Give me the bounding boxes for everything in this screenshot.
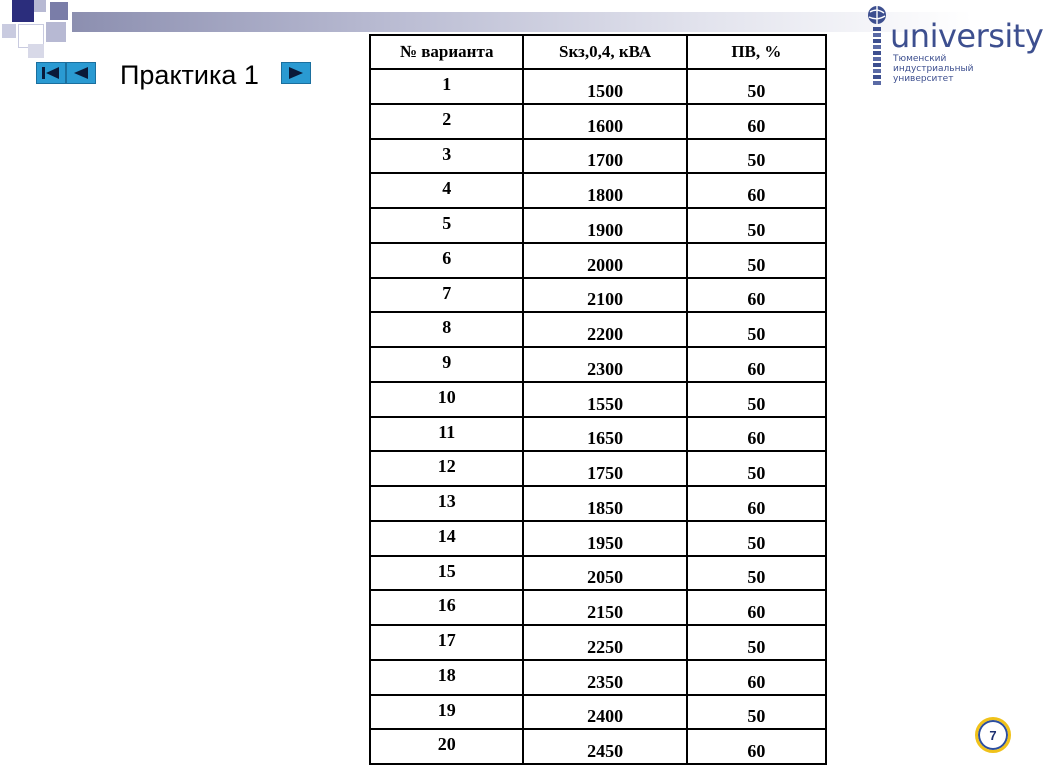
cell-duty-cycle: 60 <box>687 173 826 208</box>
logo-subtitle-line: индустриальный <box>893 64 974 74</box>
cell-variant-number: 19 <box>370 695 523 730</box>
header-duty-cycle: ПВ, % <box>687 35 826 69</box>
logo-subtitle-line: университет <box>893 74 954 84</box>
cell-variant-number: 7 <box>370 278 523 313</box>
table-row <box>370 382 826 417</box>
table-row <box>370 69 826 104</box>
next-slide-button[interactable] <box>281 62 311 84</box>
cell-duty-cycle: 50 <box>687 521 826 556</box>
table-row <box>370 139 826 174</box>
cell-short-circuit-power: 1850 <box>523 486 686 521</box>
cell-duty-cycle: 60 <box>687 590 826 625</box>
table-row <box>370 451 826 486</box>
table-row <box>370 590 826 625</box>
table-row <box>370 729 826 764</box>
cell-short-circuit-power: 1750 <box>523 451 686 486</box>
cell-short-circuit-power: 2100 <box>523 278 686 313</box>
decor-square <box>50 2 68 20</box>
table-row <box>370 173 826 208</box>
cell-short-circuit-power: 2250 <box>523 625 686 660</box>
cell-duty-cycle: 50 <box>687 382 826 417</box>
skip-to-first-icon <box>39 65 63 81</box>
page-number-badge: 7 <box>975 717 1011 753</box>
table-row <box>370 660 826 695</box>
decor-square <box>46 22 66 42</box>
first-slide-button[interactable] <box>36 62 66 84</box>
cell-duty-cycle: 60 <box>687 486 826 521</box>
cell-short-circuit-power: 1600 <box>523 104 686 139</box>
cell-duty-cycle: 60 <box>687 729 826 764</box>
cell-variant-number: 8 <box>370 312 523 347</box>
table-row <box>370 312 826 347</box>
cell-variant-number: 14 <box>370 521 523 556</box>
cell-duty-cycle: 50 <box>687 451 826 486</box>
cell-short-circuit-power: 2350 <box>523 660 686 695</box>
cell-short-circuit-power: 2450 <box>523 729 686 764</box>
table-row <box>370 208 826 243</box>
cell-duty-cycle: 60 <box>687 104 826 139</box>
logo-subtitle <box>893 54 1003 84</box>
header-short-circuit-power: Sкз,0,4, кВА <box>523 35 686 69</box>
cell-duty-cycle: 50 <box>687 695 826 730</box>
cell-short-circuit-power: 2000 <box>523 243 686 278</box>
cell-duty-cycle: 50 <box>687 625 826 660</box>
cell-duty-cycle: 50 <box>687 312 826 347</box>
cell-short-circuit-power: 1900 <box>523 208 686 243</box>
cell-variant-number: 9 <box>370 347 523 382</box>
cell-variant-number: 11 <box>370 417 523 452</box>
cell-duty-cycle: 50 <box>687 69 826 104</box>
table-row <box>370 625 826 660</box>
table-row <box>370 695 826 730</box>
cell-variant-number: 16 <box>370 590 523 625</box>
logo-wordmark: university <box>890 17 1043 55</box>
cell-variant-number: 13 <box>370 486 523 521</box>
table-row <box>370 486 826 521</box>
cell-duty-cycle: 50 <box>687 208 826 243</box>
cell-duty-cycle: 60 <box>687 417 826 452</box>
decor-square <box>28 44 44 58</box>
cell-short-circuit-power: 2050 <box>523 556 686 591</box>
cell-variant-number: 5 <box>370 208 523 243</box>
cell-duty-cycle: 60 <box>687 347 826 382</box>
slide-title: Практика 1 <box>120 60 259 90</box>
decor-square <box>12 0 34 22</box>
cell-duty-cycle: 60 <box>687 660 826 695</box>
logo-subtitle-line: Тюменский <box>893 54 947 64</box>
cell-short-circuit-power: 2400 <box>523 695 686 730</box>
decor-square <box>2 24 16 38</box>
cell-variant-number: 20 <box>370 729 523 764</box>
table-row <box>370 556 826 591</box>
table-row <box>370 521 826 556</box>
cell-variant-number: 2 <box>370 104 523 139</box>
cell-duty-cycle: 50 <box>687 556 826 591</box>
header-variant-number: № варианта <box>370 35 523 69</box>
cell-variant-number: 18 <box>370 660 523 695</box>
variants-table <box>369 34 827 765</box>
decor-square <box>34 0 46 12</box>
cell-variant-number: 17 <box>370 625 523 660</box>
table-row <box>370 278 826 313</box>
globe-logo-icon <box>862 4 892 92</box>
cell-short-circuit-power: 1800 <box>523 173 686 208</box>
cell-short-circuit-power: 1700 <box>523 139 686 174</box>
table-row <box>370 104 826 139</box>
cell-variant-number: 15 <box>370 556 523 591</box>
cell-duty-cycle: 60 <box>687 278 826 313</box>
header-gradient-bar <box>72 12 972 32</box>
cell-variant-number: 1 <box>370 69 523 104</box>
table-row <box>370 243 826 278</box>
cell-variant-number: 4 <box>370 173 523 208</box>
cell-variant-number: 10 <box>370 382 523 417</box>
cell-duty-cycle: 50 <box>687 139 826 174</box>
arrow-left-icon <box>69 65 93 81</box>
cell-variant-number: 6 <box>370 243 523 278</box>
university-logo <box>862 2 1043 94</box>
table-body <box>370 69 826 764</box>
cell-short-circuit-power: 2300 <box>523 347 686 382</box>
table-header-row <box>370 35 826 69</box>
table-row <box>370 417 826 452</box>
cell-short-circuit-power: 1550 <box>523 382 686 417</box>
cell-variant-number: 12 <box>370 451 523 486</box>
cell-short-circuit-power: 1500 <box>523 69 686 104</box>
cell-variant-number: 3 <box>370 139 523 174</box>
cell-short-circuit-power: 2200 <box>523 312 686 347</box>
previous-slide-button[interactable] <box>66 62 96 84</box>
cell-short-circuit-power: 2150 <box>523 590 686 625</box>
cell-short-circuit-power: 1950 <box>523 521 686 556</box>
table-row <box>370 347 826 382</box>
cell-duty-cycle: 50 <box>687 243 826 278</box>
cell-short-circuit-power: 1650 <box>523 417 686 452</box>
arrow-right-icon <box>284 65 308 81</box>
